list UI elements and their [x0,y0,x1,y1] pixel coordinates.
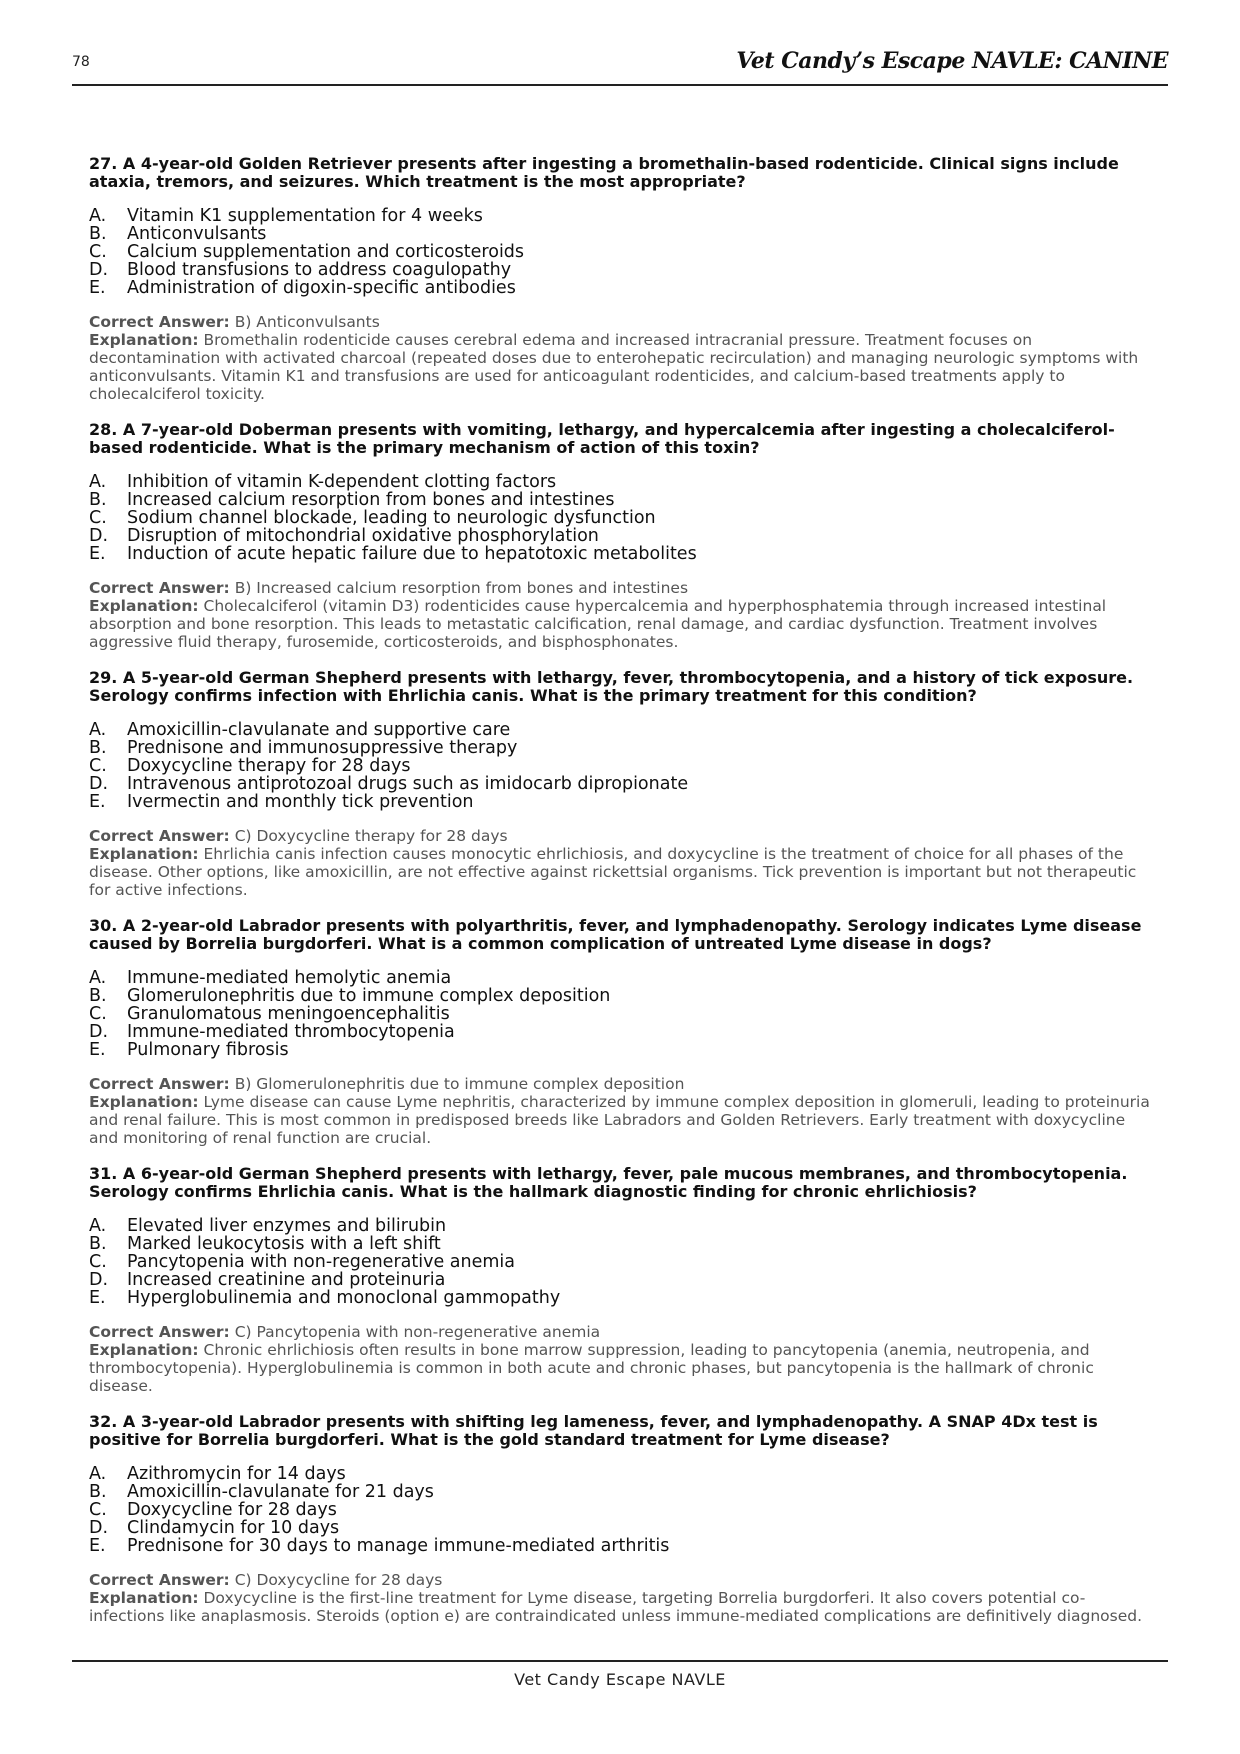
option-text: Calcium supplementation and corticosteroids [127,242,525,262]
option-letter: D. [89,1270,109,1290]
correct-answer-value: B) Glomerulonephritis due to immune complex deposition [234,1075,685,1093]
option-letter: A. [89,968,107,988]
option-text: Intravenous antiprotozoal drugs such as imidocarb dipropionate [127,774,689,794]
question-text: 30. A 2-year-old Labrador presents with polyarthritis, fever, and lymphadenopathy. Serology indicates Lyme disease caused by Borrelia burgdorferi. What is a common complication of untreated Lyme disease in dogs? [89,916,1142,953]
question-list [89,155,1151,1643]
option-text: Administration of digoxin-specific antibodies [127,278,516,298]
option-text: Ivermectin and monthly tick prevention [127,792,474,812]
option-list [89,207,1151,297]
answer-option [89,1537,1151,1555]
answer-option [89,225,1151,243]
option-letter: A. [89,1216,107,1236]
correct-answer-label: Correct Answer: [89,313,230,331]
option-letter: D. [89,260,109,280]
correct-answer [89,1571,1151,1589]
answer-option [89,1023,1151,1041]
option-list [89,721,1151,811]
option-text: Granulomatous meningoencephalitis [127,1004,450,1024]
option-letter: E. [89,792,106,812]
correct-answer [89,1323,1151,1341]
answer-option [89,987,1151,1005]
option-text: Increased calcium resorption from bones and intestines [127,490,615,510]
option-text: Doxycycline therapy for 28 days [127,756,411,776]
option-letter: A. [89,472,107,492]
option-text: Sodium channel blockade, leading to neurologic dysfunction [127,508,656,528]
option-letter: C. [89,508,107,528]
answer-option [89,491,1151,509]
book-title: Vet Candy’s Escape NAVLE: CANINE [736,48,1168,74]
question-text: 32. A 3-year-old Labrador presents with shifting leg lameness, fever, and lymphadenopathy. A SNAP 4Dx test is positive for Borrelia burgdorferi. What is the gold standard treatment for Lyme disease? [89,1412,1098,1449]
option-text: Disruption of mitochondrial oxidative phosphorylation [127,526,599,546]
option-text: Blood transfusions to address coagulopathy [127,260,512,280]
explanation-label: Explanation: [89,331,199,349]
correct-answer-label: Correct Answer: [89,579,230,597]
explanation-label: Explanation: [89,1589,199,1607]
question-block [89,155,1151,403]
option-letter: C. [89,242,107,262]
option-letter: D. [89,526,109,546]
correct-answer [89,579,1151,597]
correct-answer-label: Correct Answer: [89,1323,230,1341]
footer-text: Vet Candy Escape NAVLE [514,1670,726,1689]
option-letter: C. [89,756,107,776]
explanation-text: Cholecalciferol (vitamin D3) rodenticides cause hypercalcemia and hyperphosphatemia through increased intestinal absorption and bone resorption. This leads to metastatic calcification, renal damage, and cardiac dysfunction. Treatment involves aggressive fluid therapy, furosemide, corticosteroids, and bisphosphonates. [89,597,1107,651]
answer-option [89,721,1151,739]
option-text: Immune-mediated thrombocytopenia [127,1022,455,1042]
answer-option [89,1483,1151,1501]
explanation-label: Explanation: [89,597,199,615]
question-block [89,1165,1151,1395]
correct-answer-label: Correct Answer: [89,1075,230,1093]
question-text: 27. A 4-year-old Golden Retriever presents after ingesting a bromethalin-based rodenticide. Clinical signs include ataxia, tremors, and seizures. Which treatment is the most appropriate? [89,154,1119,191]
option-text: Inhibition of vitamin K-dependent clotting factors [127,472,557,492]
explanation [89,845,1151,899]
correct-answer-value: C) Doxycycline for 28 days [234,1571,443,1589]
option-letter: A. [89,1464,107,1484]
option-letter: D. [89,1518,109,1538]
option-text: Amoxicillin-clavulanate for 21 days [127,1482,434,1502]
option-text: Azithromycin for 14 days [127,1464,346,1484]
answer-option [89,1217,1151,1235]
explanation [89,1341,1151,1395]
question-block [89,917,1151,1147]
question-text: 31. A 6-year-old German Shepherd presents with lethargy, fever, pale mucous membranes, and thrombocytopenia. Serology confirms Ehrlichia canis. What is the hallmark diagnostic finding for chronic ehrlichiosis? [89,1164,1128,1201]
answer-option [89,757,1151,775]
correct-answer-label: Correct Answer: [89,1571,230,1589]
answer-option [89,207,1151,225]
option-text: Increased creatinine and proteinuria [127,1270,446,1290]
option-list [89,473,1151,563]
option-letter: A. [89,720,107,740]
option-letter: E. [89,1288,106,1308]
answer-option [89,1041,1151,1059]
explanation [89,1093,1151,1147]
answer-option [89,969,1151,987]
answer-option [89,243,1151,261]
option-text: Marked leukocytosis with a left shift [127,1234,441,1254]
option-text: Immune-mediated hemolytic anemia [127,968,452,988]
explanation-label: Explanation: [89,845,199,863]
option-list [89,969,1151,1059]
page-header [72,50,1168,86]
correct-answer-value: C) Pancytopenia with non-regenerative anemia [234,1323,601,1341]
answer-option [89,1289,1151,1307]
option-letter: E. [89,278,106,298]
question-block [89,669,1151,899]
correct-answer-value: C) Doxycycline therapy for 28 days [234,827,508,845]
option-letter: B. [89,490,107,510]
answer-option [89,1253,1151,1271]
explanation-text: Doxycycline is the first-line treatment for Lyme disease, targeting Borrelia burgdorferi. It also covers potential co-infections like anaplasmosis. Steroids (option e) are contraindicated unless immune-mediated complications are definitively diagnosed. [89,1589,1143,1625]
explanation-text: Ehrlichia canis infection causes monocytic ehrlichiosis, and doxycycline is the treatment of choice for all phases of the disease. Other options, like amoxicillin, are not effective against rickettsial organisms. Tick prevention is important but not therapeutic for active infections. [89,845,1137,899]
option-letter: C. [89,1252,107,1272]
answer-option [89,527,1151,545]
option-text: Induction of acute hepatic failure due to hepatotoxic metabolites [127,544,697,564]
explanation-label: Explanation: [89,1341,199,1359]
footer-divider [72,1660,1168,1662]
option-text: Elevated liver enzymes and bilirubin [127,1216,447,1236]
correct-answer [89,313,1151,331]
option-list [89,1217,1151,1307]
option-text: Amoxicillin-clavulanate and supportive care [127,720,511,740]
option-text: Clindamycin for 10 days [127,1518,340,1538]
option-text: Pulmonary fibrosis [127,1040,289,1060]
explanation [89,331,1151,403]
option-letter: B. [89,738,107,758]
answer-option [89,1465,1151,1483]
answer-option [89,473,1151,491]
option-text: Prednisone for 30 days to manage immune-mediated arthritis [127,1536,670,1556]
option-text: Glomerulonephritis due to immune complex deposition [127,986,611,1006]
option-letter: C. [89,1500,107,1520]
explanation [89,1589,1151,1625]
correct-answer-value: B) Anticonvulsants [234,313,380,331]
explanation [89,597,1151,651]
answer-option [89,775,1151,793]
option-letter: E. [89,1536,106,1556]
option-text: Hyperglobulinemia and monoclonal gammopathy [127,1288,561,1308]
explanation-text: Bromethalin rodenticide causes cerebral edema and increased intracranial pressure. Treatment focuses on decontamination with activated charcoal (repeated doses due to enterohepatic recirculation) and managing neurologic symptoms with anticonvulsants. Vitamin K1 and transfusions are used for anticoagulant rodenticides, and calcium-based treatments apply to cholecalciferol toxicity. [89,331,1139,403]
option-letter: D. [89,1022,109,1042]
answer-option [89,1005,1151,1023]
question-text: 28. A 7-year-old Doberman presents with vomiting, lethargy, and hypercalcemia after ingesting a cholecalciferol-based rodenticide. What is the primary mechanism of action of this toxin? [89,420,1115,457]
explanation-label: Explanation: [89,1093,199,1111]
explanation-text: Chronic ehrlichiosis often results in bone marrow suppression, leading to pancytopenia (anemia, neutropenia, and thrombocytopenia). Hyperglobulinemia is common in both acute and chronic phases, but pancytopenia is the hallmark of chronic disease. [89,1341,1094,1395]
option-letter: A. [89,206,107,226]
answer-option [89,1519,1151,1537]
option-letter: C. [89,1004,107,1024]
correct-answer [89,827,1151,845]
option-letter: B. [89,224,107,244]
answer-option [89,545,1151,563]
question-block [89,421,1151,651]
answer-option [89,279,1151,297]
answer-option [89,1271,1151,1289]
option-letter: B. [89,986,107,1006]
option-letter: D. [89,774,109,794]
option-text: Pancytopenia with non-regenerative anemia [127,1252,515,1272]
option-text: Anticonvulsants [127,224,267,244]
answer-option [89,793,1151,811]
option-text: Doxycycline for 28 days [127,1500,337,1520]
option-text: Vitamin K1 supplementation for 4 weeks [127,206,483,226]
explanation-text: Lyme disease can cause Lyme nephritis, characterized by immune complex deposition in glomeruli, leading to proteinuria and renal failure. This is most common in predisposed breeds like Labradors and Golden Retrievers. Early treatment with doxycycline and monitoring of renal function are crucial. [89,1093,1150,1147]
option-list [89,1465,1151,1555]
correct-answer-label: Correct Answer: [89,827,230,845]
answer-option [89,1235,1151,1253]
question-text: 29. A 5-year-old German Shepherd presents with lethargy, fever, thrombocytopenia, and a history of tick exposure. Serology confirms infection with Ehrlichia canis. What is the primary treatment for this condition? [89,668,1134,705]
answer-option [89,509,1151,527]
option-letter: B. [89,1234,107,1254]
option-letter: E. [89,1040,106,1060]
correct-answer [89,1075,1151,1093]
option-letter: B. [89,1482,107,1502]
question-block [89,1413,1151,1625]
answer-option [89,1501,1151,1519]
page-number: 78 [72,54,90,70]
answer-option [89,739,1151,757]
correct-answer-value: B) Increased calcium resorption from bones and intestines [234,579,689,597]
answer-option [89,261,1151,279]
option-text: Prednisone and immunosuppressive therapy [127,738,518,758]
option-letter: E. [89,544,106,564]
